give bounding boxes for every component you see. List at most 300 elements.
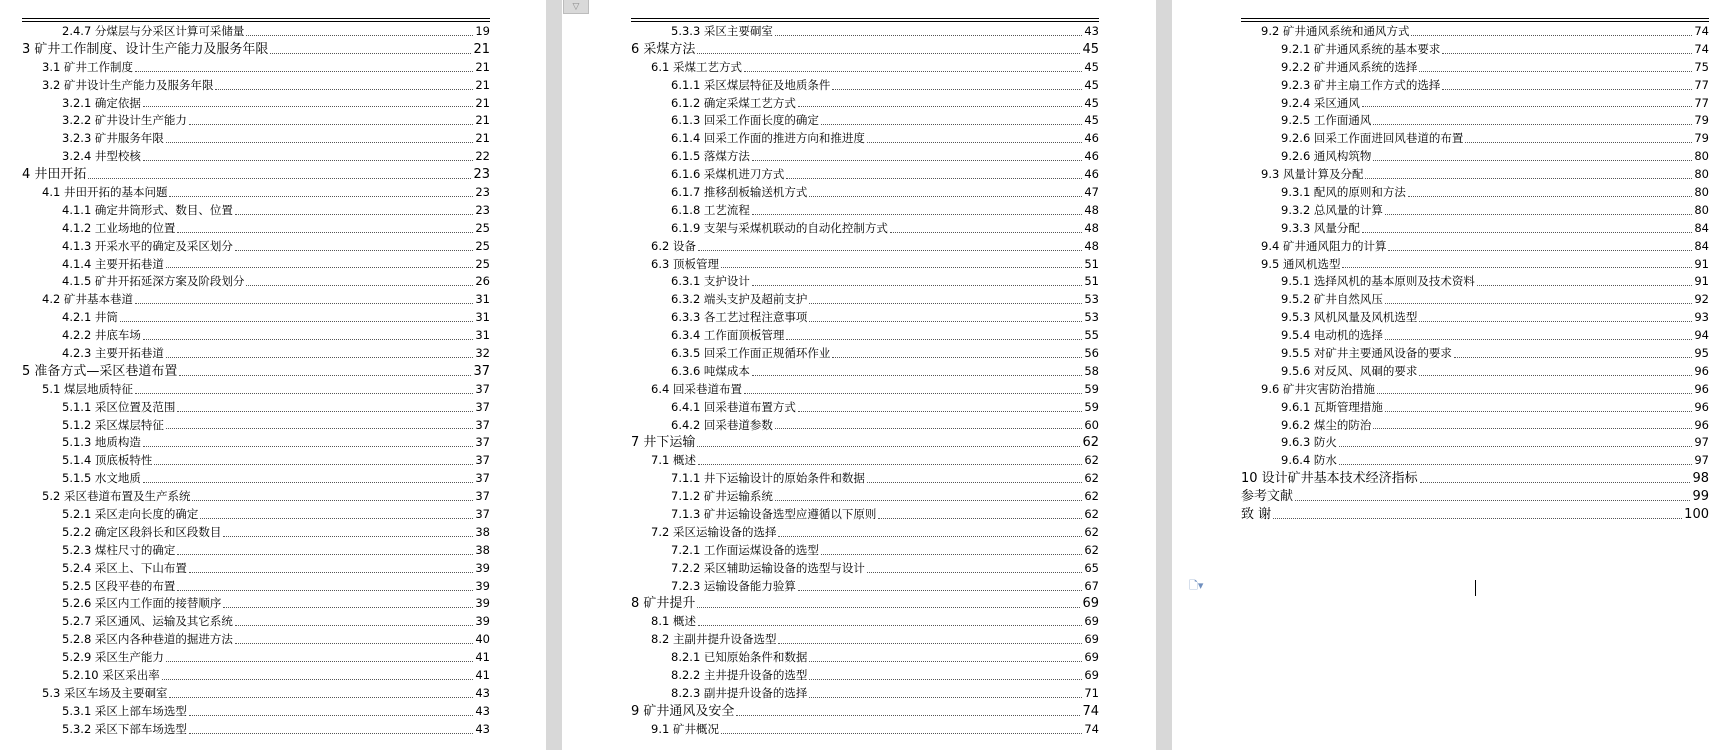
dot-leader — [1377, 393, 1692, 394]
dot-leader — [166, 357, 473, 358]
toc-entry[interactable] — [22, 667, 490, 685]
toc-entry[interactable] — [1241, 95, 1709, 113]
toc-entry[interactable] — [1241, 112, 1709, 130]
toc-entry-title: 6.4.1 回采巷道布置方式 — [671, 399, 796, 414]
toc-entry-page: 62 — [1084, 507, 1099, 522]
toc-entry-title: 9.2.6 回采工作面进回风巷道的布置 — [1281, 131, 1464, 146]
toc-entry-page: 46 — [1084, 131, 1099, 146]
toc-entry-page: 51 — [1084, 274, 1099, 289]
toc-entry[interactable] — [631, 273, 1099, 291]
toc-entry-title: 3 矿井工作制度、设计生产能力及服务年限 — [22, 41, 269, 57]
toc-entry[interactable] — [631, 596, 1099, 614]
toc-entry-page: 39 — [475, 578, 490, 593]
toc-entry[interactable] — [22, 434, 490, 452]
toc-entry-page: 37 — [475, 453, 490, 468]
toc-entry-page: 37 — [475, 381, 490, 396]
toc-entry[interactable] — [1241, 506, 1709, 524]
toc-entry[interactable] — [1241, 488, 1709, 506]
toc-entry[interactable] — [1241, 59, 1709, 77]
toc-entry-page: 80 — [1694, 185, 1709, 199]
header-rule — [1241, 18, 1709, 22]
toc-entry[interactable] — [1241, 77, 1709, 95]
toc-entry-title: 6.3.4 工作面顶板管理 — [671, 328, 785, 343]
dot-leader — [786, 339, 1082, 340]
toc-entry-page: 97 — [1694, 435, 1709, 450]
toc-entry-page: 41 — [475, 668, 490, 683]
toc-entry[interactable] — [22, 273, 490, 291]
toc-entry[interactable] — [22, 363, 490, 381]
toc-entry[interactable] — [631, 23, 1099, 41]
dot-leader — [166, 267, 473, 268]
toc-entry-page: 69 — [1084, 650, 1099, 665]
toc-entry[interactable] — [1241, 434, 1709, 452]
toc-entry-page: 48 — [1084, 238, 1099, 253]
toc-entry[interactable] — [22, 345, 490, 363]
toc-entry[interactable] — [631, 470, 1099, 488]
toc-entry[interactable] — [631, 112, 1099, 130]
toc-entry-page: 59 — [1084, 381, 1099, 396]
dot-leader — [821, 124, 1082, 125]
toc-entry[interactable] — [22, 256, 490, 274]
dot-leader — [775, 35, 1082, 36]
dot-leader — [1362, 232, 1692, 233]
toc-entry[interactable] — [631, 506, 1099, 524]
dot-leader — [867, 572, 1082, 573]
toc-entry-page: 37 — [475, 417, 490, 432]
toc-entry[interactable] — [631, 452, 1099, 470]
toc-entry-page: 45 — [1084, 77, 1099, 92]
toc-entry[interactable] — [22, 631, 490, 649]
toc-entry[interactable] — [22, 130, 490, 148]
toc-entry-title: 8.2.1 已知原始条件和数据 — [671, 650, 808, 665]
toc-entry-page: 47 — [1084, 185, 1099, 199]
toc-entry-title: 9.5.1 选择风机的基本原则及技术资料 — [1281, 274, 1475, 289]
toc-entry-title: 6.3.5 回采工作面正规循环作业 — [671, 346, 831, 361]
toc-list — [1241, 23, 1709, 524]
toc-entry[interactable] — [22, 309, 490, 327]
toc-entry-page: 99 — [1692, 489, 1709, 505]
toc-entry-page: 69 — [1084, 632, 1099, 647]
toc-entry[interactable] — [1241, 23, 1709, 41]
toc-entry[interactable] — [631, 184, 1099, 202]
toc-entry[interactable] — [631, 220, 1099, 238]
dot-leader — [177, 554, 473, 555]
toc-entry-page: 75 — [1694, 59, 1709, 74]
toc-entry-title: 6.1.4 回采工作面的推进方向和推进度 — [671, 131, 865, 146]
toc-entry-page: 77 — [1694, 77, 1709, 92]
toc-entry[interactable] — [1241, 363, 1709, 381]
toc-entry[interactable] — [22, 488, 490, 506]
toc-entry-title: 6 采煤方法 — [631, 41, 696, 57]
toc-entry[interactable] — [1241, 309, 1709, 327]
toc-entry[interactable] — [1241, 220, 1709, 238]
toc-entry-page: 77 — [1694, 95, 1709, 110]
toc-entry-title: 致 谢 — [1241, 507, 1272, 523]
toc-entry-page: 69 — [1084, 668, 1099, 683]
toc-entry[interactable] — [22, 220, 490, 238]
toc-entry[interactable] — [22, 112, 490, 130]
toc-entry-page: 96 — [1694, 417, 1709, 432]
dot-leader — [1420, 482, 1691, 483]
toc-entry[interactable] — [631, 345, 1099, 363]
dot-leader — [223, 536, 473, 537]
dot-leader — [832, 357, 1082, 358]
toc-entry[interactable] — [631, 256, 1099, 274]
toc-entry-title: 7.2 采区运输设备的选择 — [651, 524, 777, 539]
toc-entry-title: 4.2 矿井基本巷道 — [42, 292, 133, 307]
toc-entry-page: 38 — [475, 524, 490, 539]
toc-entry-page: 21 — [475, 77, 490, 92]
dot-leader — [1385, 214, 1692, 215]
toc-entry-title: 4.1 井田开拓的基本问题 — [42, 185, 168, 199]
toc-entry[interactable] — [22, 184, 490, 202]
toc-entry[interactable] — [22, 77, 490, 95]
toc-entry-title: 3.2.2 矿井设计生产能力 — [62, 113, 187, 128]
toc-entry[interactable] — [631, 327, 1099, 345]
toc-entry-page: 37 — [475, 435, 490, 450]
dot-leader — [752, 375, 1082, 376]
toc-entry[interactable] — [22, 596, 490, 614]
toc-entry-page: 43 — [475, 703, 490, 718]
toc-entry[interactable] — [22, 560, 490, 578]
toc-entry-page: 71 — [1084, 685, 1099, 700]
toc-entry-title: 5.2.6 采区内工作面的接替顺序 — [62, 596, 222, 611]
toc-entry[interactable] — [631, 417, 1099, 435]
dot-leader — [189, 733, 473, 734]
toc-entry[interactable] — [22, 23, 490, 41]
toc-entry[interactable] — [631, 560, 1099, 578]
toc-entry-title: 7.2.2 采区辅助运输设备的选型与设计 — [671, 560, 865, 575]
toc-entry[interactable] — [631, 703, 1099, 721]
toc-entry[interactable] — [631, 95, 1099, 113]
toc-entry[interactable] — [631, 363, 1099, 381]
toc-entry-page: 56 — [1084, 346, 1099, 361]
toc-entry[interactable] — [1241, 470, 1709, 488]
toc-entry[interactable] — [22, 542, 490, 560]
toc-entry-title: 5.2 采区巷道布置及生产系统 — [42, 489, 191, 504]
dot-leader — [1385, 339, 1692, 340]
dot-leader — [200, 518, 473, 519]
toc-entry[interactable] — [1241, 291, 1709, 309]
toc-entry-title: 9.2 矿井通风系统和通风方式 — [1261, 23, 1410, 38]
toc-entry[interactable] — [22, 613, 490, 631]
toc-entry-page: 37 — [473, 363, 490, 379]
dot-leader — [177, 411, 473, 412]
toc-entry-page: 25 — [475, 220, 490, 235]
toc-entry[interactable] — [22, 41, 490, 59]
toc-entry-title: 5.2.3 煤柱尺寸的确定 — [62, 542, 176, 557]
toc-entry[interactable] — [22, 166, 490, 184]
toc-entry[interactable] — [22, 506, 490, 524]
dot-leader — [189, 715, 473, 716]
toc-entry[interactable] — [22, 238, 490, 256]
toc-entry[interactable] — [631, 721, 1099, 739]
toc-entry-page: 59 — [1084, 399, 1099, 414]
dot-leader — [821, 554, 1082, 555]
toc-entry-page: 51 — [1084, 256, 1099, 271]
toc-entry[interactable] — [1241, 399, 1709, 417]
dot-leader — [235, 214, 473, 215]
toc-entry[interactable] — [631, 434, 1099, 452]
toc-entry[interactable] — [631, 488, 1099, 506]
toc-entry-page: 37 — [475, 399, 490, 414]
toc-entry[interactable] — [22, 703, 490, 721]
dot-leader — [775, 500, 1082, 501]
toc-entry-title: 4.1.2 工业场地的位置 — [62, 220, 176, 235]
dot-leader — [721, 267, 1082, 268]
dot-leader — [143, 106, 473, 107]
toc-entry-title: 6.3.1 支护设计 — [671, 274, 750, 289]
toc-entry-page: 62 — [1084, 489, 1099, 504]
toc-entry-page: 84 — [1694, 220, 1709, 235]
toc-entry[interactable] — [631, 685, 1099, 703]
dot-leader — [697, 446, 1080, 447]
toc-entry[interactable] — [631, 291, 1099, 309]
toc-entry[interactable] — [631, 59, 1099, 77]
dot-leader — [166, 142, 473, 143]
toc-entry-page: 23 — [475, 202, 490, 217]
toc-entry-page: 96 — [1694, 363, 1709, 378]
dot-leader — [177, 590, 473, 591]
toc-entry-page: 58 — [1084, 363, 1099, 378]
toc-entry-title: 9.2.4 采区通风 — [1281, 95, 1360, 110]
toc-entry-page: 45 — [1084, 113, 1099, 128]
toc-entry[interactable] — [22, 202, 490, 220]
toc-entry[interactable] — [22, 417, 490, 435]
toc-entry-page: 43 — [1084, 23, 1099, 38]
toc-entry-page: 46 — [1084, 167, 1099, 182]
toc-entry[interactable] — [631, 578, 1099, 596]
toc-entry[interactable] — [1241, 130, 1709, 148]
toc-entry-page: 25 — [475, 238, 490, 253]
toc-entry-page: 32 — [475, 346, 490, 361]
toc-entry[interactable] — [631, 148, 1099, 166]
dot-leader — [179, 375, 471, 376]
toc-entry-page: 74 — [1694, 41, 1709, 56]
toc-entry[interactable] — [22, 381, 490, 399]
toc-entry-title: 5.1 煤层地质特征 — [42, 381, 133, 396]
toc-entry-page: 45 — [1084, 95, 1099, 110]
toc-entry[interactable] — [631, 41, 1099, 59]
toc-entry-page: 67 — [1084, 578, 1099, 593]
toc-entry-page: 45 — [1084, 59, 1099, 74]
toc-entry[interactable] — [22, 59, 490, 77]
toc-entry-title: 6.1.6 采煤机进刀方式 — [671, 167, 785, 182]
dot-leader — [1419, 375, 1692, 376]
toc-entry-title: 5.1.1 采区位置及范围 — [62, 399, 176, 414]
toc-entry[interactable] — [631, 399, 1099, 417]
dot-leader — [235, 625, 473, 626]
toc-entry[interactable] — [631, 202, 1099, 220]
toc-entry-title: 5.1.4 顶底板特性 — [62, 453, 153, 468]
dot-leader — [867, 482, 1082, 483]
toc-entry[interactable] — [1241, 166, 1709, 184]
dot-leader — [809, 303, 1082, 304]
toc-entry-page: 45 — [1082, 41, 1099, 57]
toc-entry-page: 41 — [475, 650, 490, 665]
toc-entry-title: 9.4 矿井通风阻力的计算 — [1261, 238, 1387, 253]
dot-leader — [223, 607, 473, 608]
toc-entry-page: 37 — [475, 471, 490, 486]
toc-entry[interactable] — [22, 291, 490, 309]
header-rule — [22, 18, 490, 22]
toc-entry-page: 43 — [475, 721, 490, 736]
dot-leader — [1408, 196, 1692, 197]
toc-entry-page: 39 — [475, 596, 490, 611]
toc-entry-title: 6.1.7 推移刮板输送机方式 — [671, 185, 808, 199]
toc-entry[interactable] — [631, 649, 1099, 667]
toc-entry-title: 4.1.5 矿井开拓延深方案及阶段划分 — [62, 274, 245, 289]
toc-entry-page: 96 — [1694, 381, 1709, 396]
dot-leader — [1477, 285, 1692, 286]
toc-entry-title: 9.5.5 对矿井主要通风设备的要求 — [1281, 346, 1452, 361]
dot-leader — [1442, 89, 1692, 90]
dot-leader — [162, 679, 474, 680]
toc-entry[interactable] — [631, 309, 1099, 327]
toc-entry-title: 9.6.1 瓦斯管理措施 — [1281, 399, 1383, 414]
dot-leader — [235, 250, 473, 251]
toc-entry-title: 9.2.5 工作面通风 — [1281, 113, 1372, 128]
toc-entry-page: 31 — [475, 328, 490, 343]
toc-list — [631, 23, 1099, 739]
toc-entry-page: 80 — [1694, 149, 1709, 164]
toc-entry-page: 21 — [475, 95, 490, 110]
toc-entry[interactable] — [1241, 202, 1709, 220]
toc-entry-title: 5 准备方式—采区巷道布置 — [22, 363, 178, 379]
document-page-3[interactable] — [1172, 0, 1724, 750]
toc-entry-title: 6.4.2 回采巷道参数 — [671, 417, 773, 432]
toc-entry-page: 21 — [475, 113, 490, 128]
dot-leader — [890, 232, 1082, 233]
toc-entry[interactable] — [631, 77, 1099, 95]
toc-entry[interactable] — [1241, 345, 1709, 363]
toc-entry[interactable] — [631, 631, 1099, 649]
dot-leader — [1419, 321, 1692, 322]
toc-entry[interactable] — [22, 524, 490, 542]
toc-entry[interactable] — [631, 667, 1099, 685]
toc-entry[interactable] — [22, 452, 490, 470]
toc-entry-page: 91 — [1694, 256, 1709, 271]
toc-entry[interactable] — [1241, 452, 1709, 470]
dot-leader — [1339, 446, 1692, 447]
toc-entry[interactable] — [1241, 148, 1709, 166]
toc-entry[interactable] — [22, 578, 490, 596]
toc-entry[interactable] — [631, 613, 1099, 631]
toc-entry-title: 8.1 概述 — [651, 614, 696, 629]
toc-entry-title: 6.1 采煤工艺方式 — [651, 59, 742, 74]
toc-entry-title: 5.3.3 采区主要硐室 — [671, 23, 773, 38]
toc-entry-title: 5.2.9 采区生产能力 — [62, 650, 164, 665]
dot-leader — [1362, 106, 1692, 107]
dot-leader — [189, 124, 473, 125]
toc-entry-page: 96 — [1694, 399, 1709, 414]
toc-entry[interactable] — [22, 148, 490, 166]
toc-entry-title: 5.2.5 区段平巷的布置 — [62, 578, 176, 593]
toc-entry-title: 6.3.2 端头支护及超前支护 — [671, 292, 808, 307]
toc-entry[interactable] — [22, 95, 490, 113]
toc-entry[interactable] — [1241, 41, 1709, 59]
toc-entry-title: 9.6.2 煤尘的防治 — [1281, 417, 1372, 432]
toc-entry-page: 37 — [475, 489, 490, 504]
toc-entry[interactable] — [631, 238, 1099, 256]
toc-entry-title: 6.2 设备 — [651, 238, 696, 253]
toc-entry[interactable] — [1241, 184, 1709, 202]
dot-leader — [1454, 357, 1692, 358]
toc-entry[interactable] — [1241, 256, 1709, 274]
toc-entry[interactable] — [22, 685, 490, 703]
toc-entry[interactable] — [631, 542, 1099, 560]
dot-leader — [189, 572, 473, 573]
toc-entry-page: 65 — [1084, 560, 1099, 575]
dot-leader — [798, 590, 1082, 591]
toc-entry[interactable] — [1241, 381, 1709, 399]
toc-entry-title: 9.3 风量计算及分配 — [1261, 167, 1364, 182]
toc-entry[interactable] — [22, 470, 490, 488]
toc-entry[interactable] — [631, 381, 1099, 399]
dot-leader — [698, 464, 1082, 465]
toc-entry-page: 21 — [475, 59, 490, 74]
toc-entry-title: 9.6.4 防水 — [1281, 453, 1337, 468]
toc-entry-page: 79 — [1694, 113, 1709, 128]
dot-leader — [786, 178, 1082, 179]
toc-entry[interactable] — [631, 166, 1099, 184]
document-page-1[interactable] — [0, 0, 546, 750]
toc-entry-page: 60 — [1084, 417, 1099, 432]
toc-entry-title: 3.1 矿井工作制度 — [42, 59, 133, 74]
dot-leader — [878, 518, 1082, 519]
dot-leader — [1465, 142, 1692, 143]
dot-leader — [135, 71, 473, 72]
text-cursor — [1475, 580, 1476, 596]
toc-entry[interactable] — [631, 130, 1099, 148]
toc-entry-title: 8.2.3 副井提升设备的选择 — [671, 685, 808, 700]
toc-entry-title: 5.1.3 地质构造 — [62, 435, 141, 450]
toc-entry[interactable] — [1241, 327, 1709, 345]
toc-entry-page: 62 — [1084, 453, 1099, 468]
toc-entry-page: 100 — [1684, 507, 1709, 523]
dot-leader — [697, 53, 1080, 54]
toc-entry[interactable] — [1241, 273, 1709, 291]
toc-entry-title: 5.1.5 水文地质 — [62, 471, 141, 486]
toc-entry-title: 7.2.3 运输设备能力验算 — [671, 578, 796, 593]
toc-entry[interactable] — [1241, 417, 1709, 435]
page-collapse-marker[interactable] — [563, 0, 589, 14]
toc-entry[interactable] — [631, 524, 1099, 542]
dot-leader — [809, 321, 1082, 322]
paste-options-icon[interactable]: 🗋▾ — [1189, 578, 1204, 592]
toc-entry-title: 7.1.3 矿井运输设备选型应遵循以下原则 — [671, 507, 877, 522]
toc-entry[interactable] — [22, 649, 490, 667]
toc-entry[interactable] — [22, 721, 490, 739]
dot-leader — [192, 500, 473, 501]
toc-entry-title: 8.2 主副井提升设备选型 — [651, 632, 777, 647]
toc-entry-page: 53 — [1084, 310, 1099, 325]
toc-entry-title: 4 井田开拓 — [22, 167, 87, 183]
dot-leader — [697, 607, 1080, 608]
toc-entry-title: 9.6.3 防火 — [1281, 435, 1337, 450]
toc-entry-title: 6.1.8 工艺流程 — [671, 202, 750, 217]
toc-entry-page: 22 — [475, 149, 490, 164]
dot-leader — [809, 679, 1082, 680]
toc-entry-title: 9.6 矿井灾害防治措施 — [1261, 381, 1375, 396]
toc-entry-page: 95 — [1694, 346, 1709, 361]
dot-leader — [143, 482, 473, 483]
toc-entry[interactable] — [1241, 238, 1709, 256]
toc-entry[interactable] — [22, 327, 490, 345]
dot-leader — [1273, 518, 1682, 519]
toc-entry[interactable] — [22, 399, 490, 417]
document-page-2[interactable] — [562, 0, 1156, 750]
